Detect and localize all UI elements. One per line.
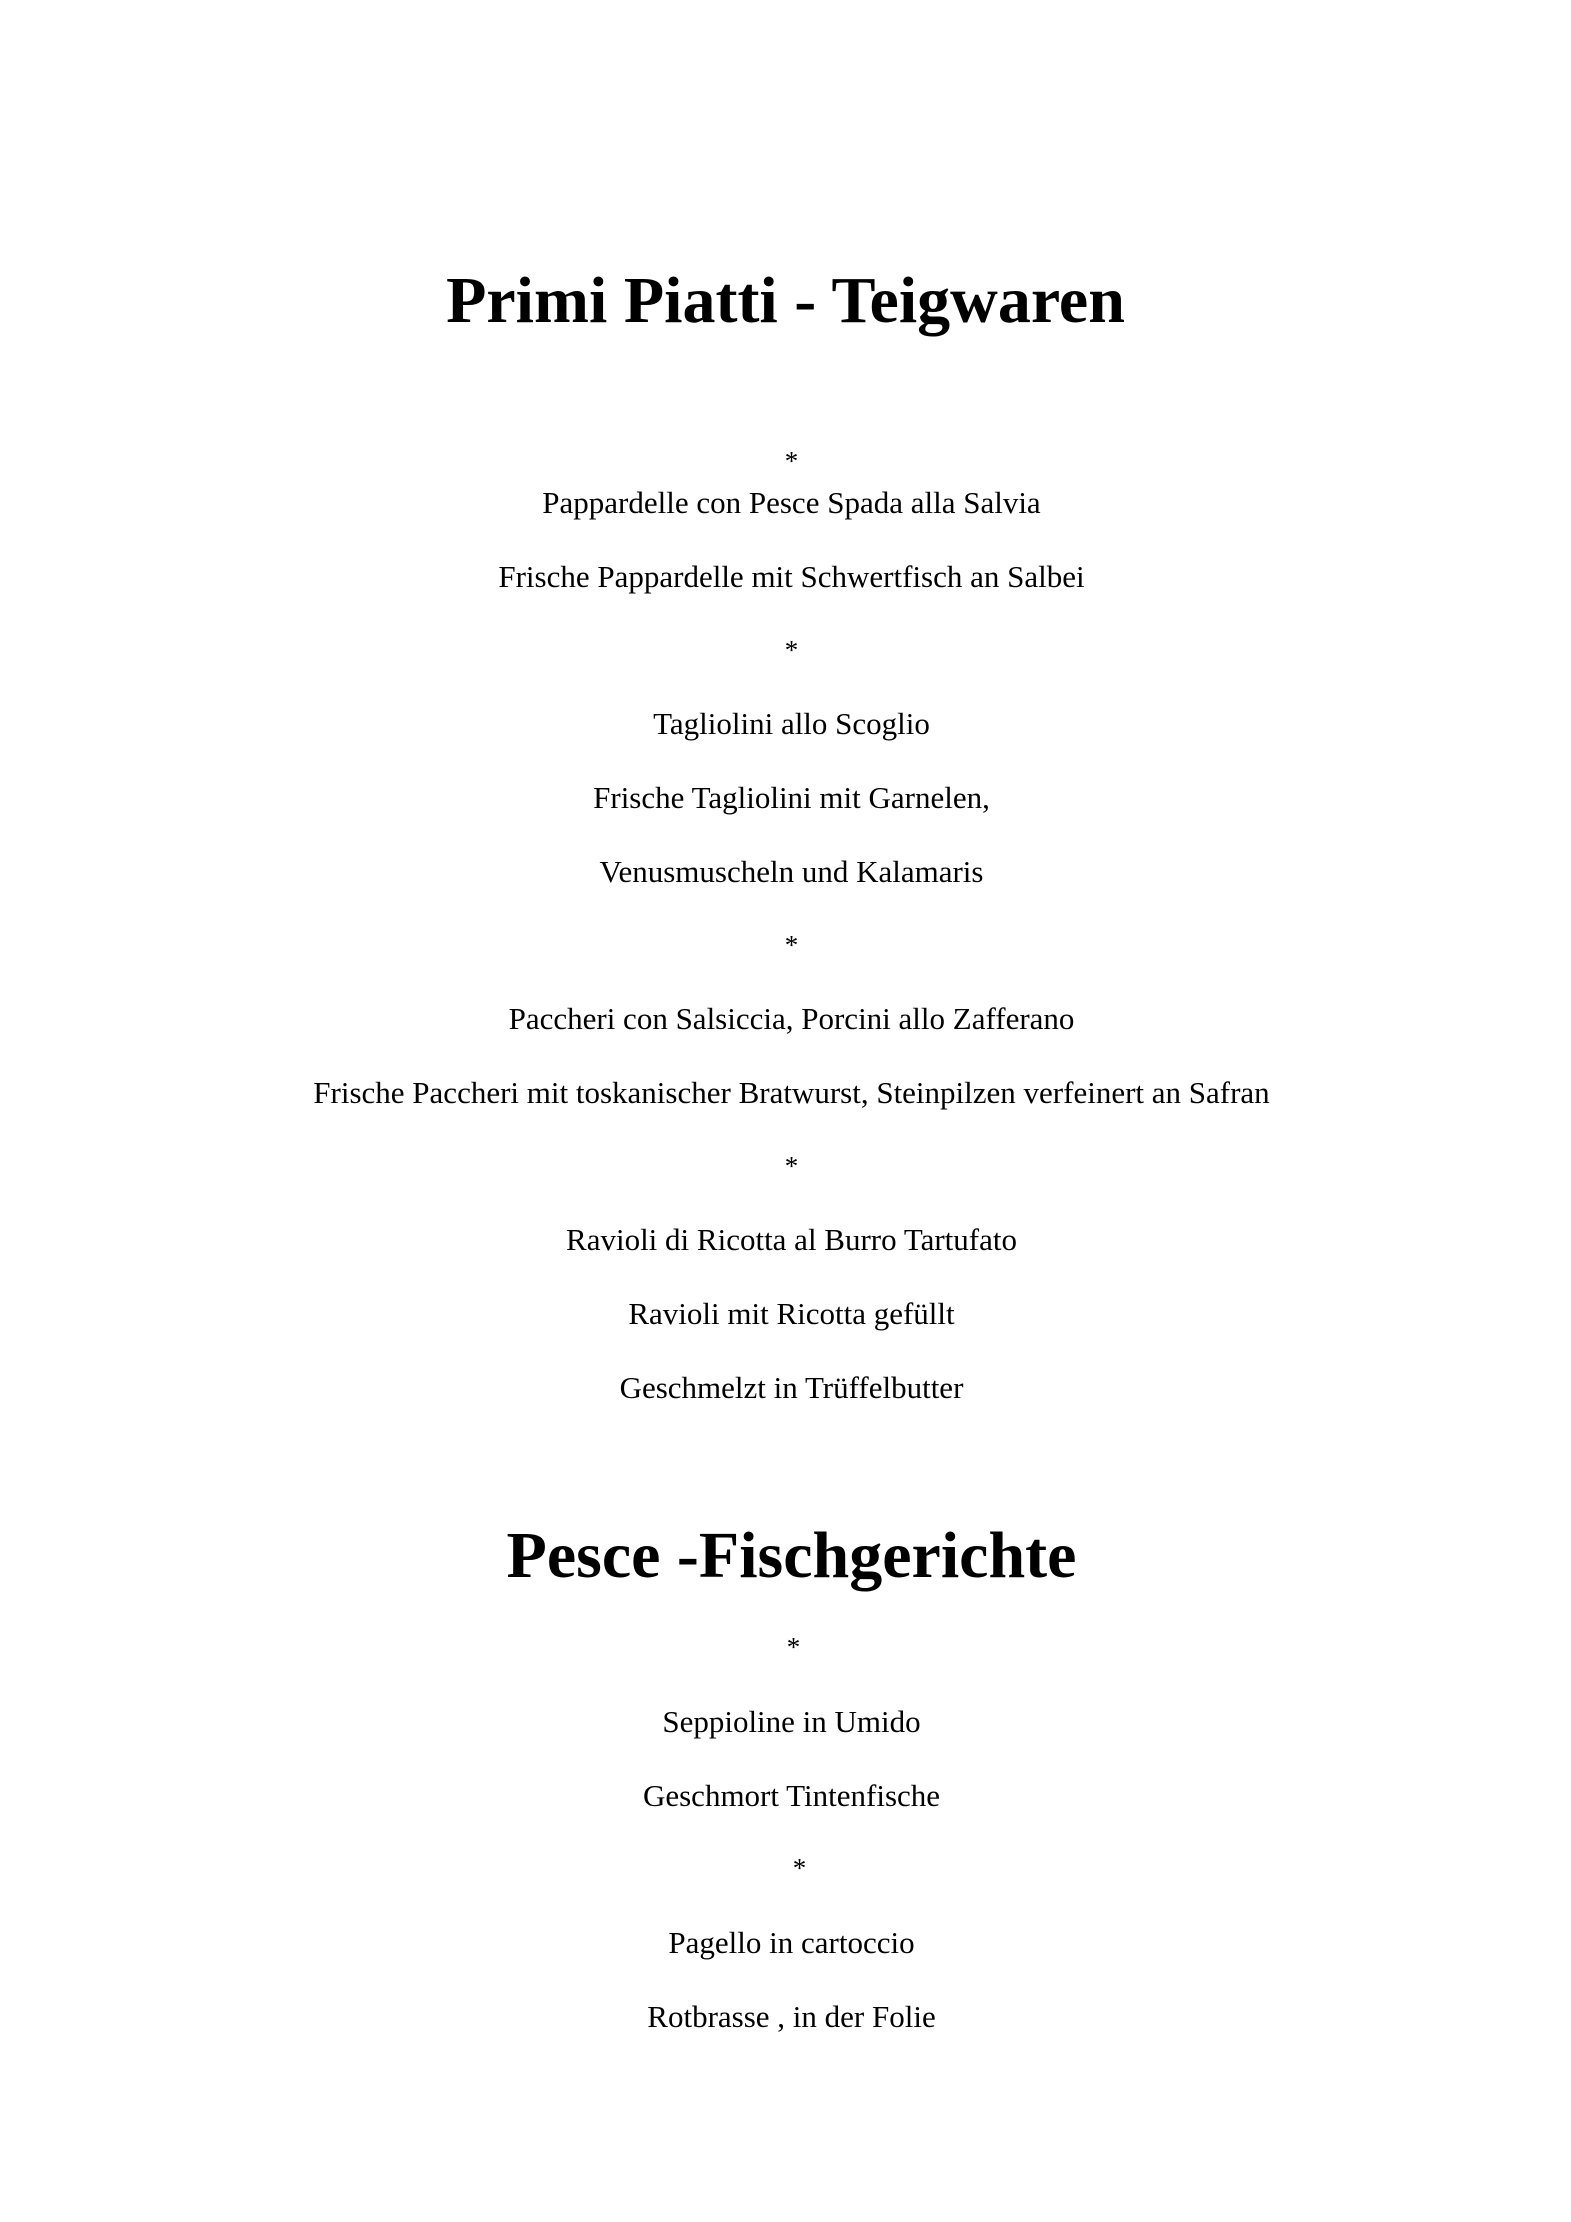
dish-description: Ravioli mit Ricotta gefüllt	[628, 1296, 955, 1331]
dish-description: Frische Tagliolini mit Garnelen,	[593, 780, 990, 815]
dish-description: Frische Pappardelle mit Schwertfisch an Salbei	[498, 559, 1085, 594]
dish-name: Paccheri con Salsiccia, Porcini allo Zafferano	[508, 1001, 1075, 1036]
dish-name: Ravioli di Ricotta al Burro Tartufato	[566, 1222, 1017, 1257]
separator: *	[792, 1853, 807, 1883]
section-title-pesce: Pesce -Fischgerichte	[506, 1519, 1077, 1592]
dish-name: Tagliolini allo Scoglio	[653, 706, 930, 741]
dish-description: Rotbrasse , in der Folie	[647, 1999, 936, 2034]
separator: *	[784, 446, 799, 476]
dish-name: Pappardelle con Pesce Spada alla Salvia	[542, 485, 1041, 520]
dish-description: Venusmuscheln und Kalamaris	[599, 854, 984, 889]
dish-description: Geschmort Tintenfische	[642, 1778, 941, 1813]
separator: *	[786, 1632, 801, 1662]
dish-name: Seppioline in Umido	[662, 1704, 921, 1739]
separator: *	[784, 1151, 799, 1181]
dish-description: Geschmelzt in Trüffelbutter	[619, 1370, 964, 1405]
separator: *	[784, 635, 799, 665]
dish-name: Pagello in cartoccio	[668, 1925, 915, 1960]
separator: *	[784, 930, 799, 960]
section-title-primi: Primi Piatti - Teigwaren	[446, 264, 1125, 337]
dish-description: Frische Paccheri mit toskanischer Bratwurst, Steinpilzen verfeinert an Safran	[313, 1075, 1270, 1110]
